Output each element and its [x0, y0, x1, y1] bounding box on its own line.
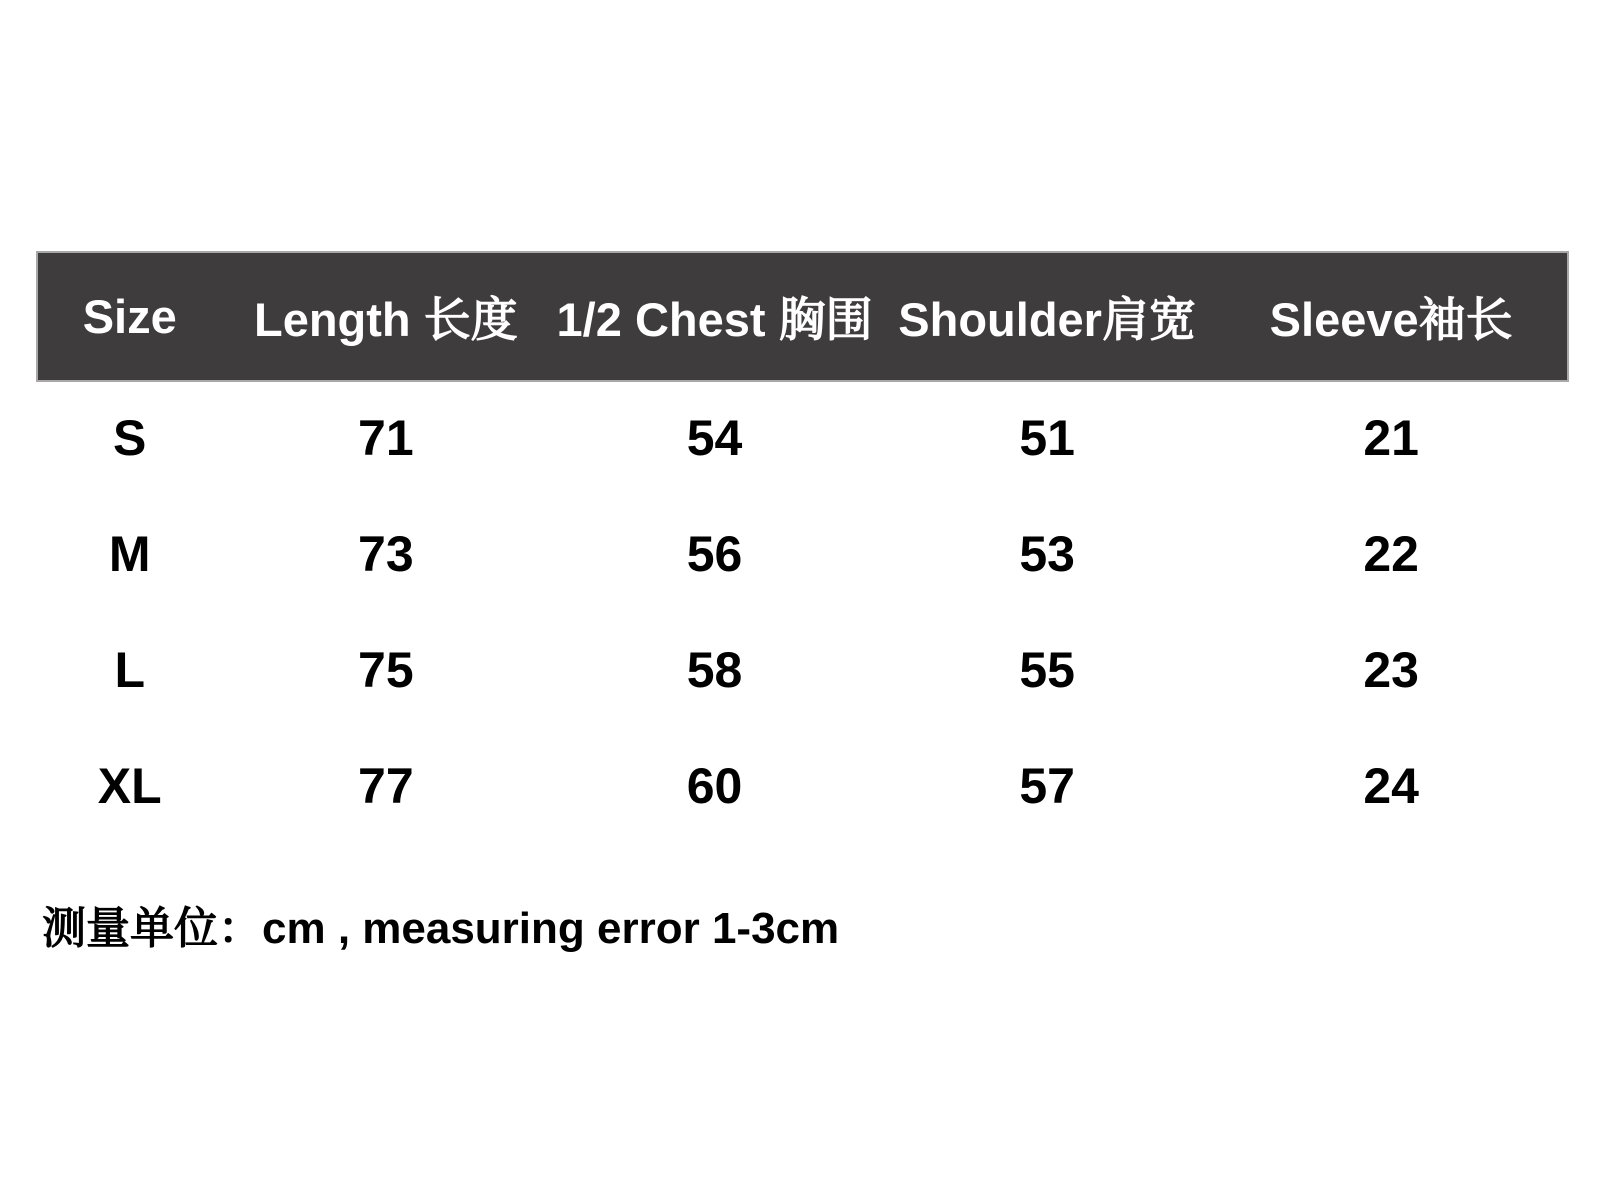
header-length: Length 长度: [253, 293, 518, 346]
cell-shoulder: 57: [1019, 758, 1075, 814]
table-row-m: [38, 496, 1567, 612]
measurement-unit-note: 测量单位：cm , measuring error 1-3cm: [42, 904, 840, 953]
size-table-header-row: [38, 253, 1567, 380]
cell-shoulder: 55: [1019, 642, 1075, 698]
cell-size: L: [114, 642, 145, 698]
cell-length: 75: [358, 642, 414, 698]
cell-shoulder: 53: [1019, 526, 1075, 582]
table-row-s: [38, 380, 1567, 496]
cell-sleeve: 21: [1363, 410, 1419, 466]
cell-shoulder: 51: [1019, 410, 1075, 466]
cell-sleeve: 24: [1363, 758, 1419, 814]
cell-size: XL: [97, 758, 162, 814]
cell-length: 77: [358, 758, 414, 814]
cell-half-chest: 54: [686, 410, 743, 466]
cell-sleeve: 23: [1363, 642, 1419, 698]
header-half-chest: 1/2 Chest 胸围: [556, 293, 873, 346]
cell-size: M: [108, 526, 151, 582]
header-shoulder: Shoulder肩宽: [898, 293, 1196, 346]
cell-half-chest: 60: [686, 758, 743, 814]
header-size: Size: [82, 290, 177, 343]
cell-size: S: [113, 410, 147, 466]
header-sleeve: Sleeve袖长: [1269, 293, 1513, 346]
cell-half-chest: 58: [686, 642, 743, 698]
cell-sleeve: 22: [1363, 526, 1419, 582]
cell-length: 73: [358, 526, 414, 582]
table-row-l: [38, 612, 1567, 728]
table-row-xl: [38, 728, 1567, 844]
size-table: [38, 253, 1567, 844]
cell-half-chest: 56: [686, 526, 743, 582]
cell-length: 71: [358, 410, 414, 466]
